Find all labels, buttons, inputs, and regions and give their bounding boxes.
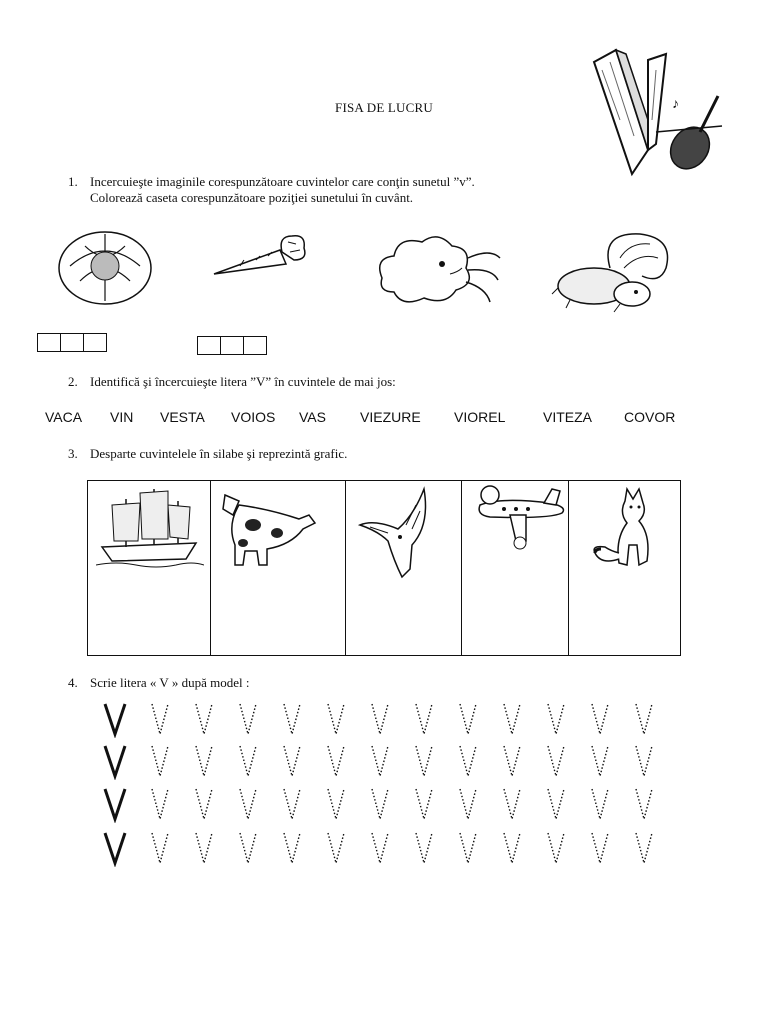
dotted-letter-v[interactable] bbox=[586, 742, 630, 780]
exercise-1: 1. Incercuieşte imaginile corespunzătoare cuvintelor care conţin sunetul ”v”. Colorează caseta corespunzătoare poziţiei sunetului în cuvânt. bbox=[68, 174, 475, 205]
dotted-letter-v[interactable] bbox=[278, 742, 322, 780]
dotted-letter-v[interactable] bbox=[278, 829, 322, 867]
exercise-3: 3. Desparte cuvintelele în silabe şi reprezintă grafic. bbox=[68, 446, 348, 461]
dotted-letter-v[interactable] bbox=[454, 829, 498, 867]
ship-icon bbox=[96, 485, 204, 569]
dotted-letter-v[interactable] bbox=[366, 785, 410, 823]
exercise-1-line1: Incercuieşte imaginile corespunzătoare cuvintelor care conţin sunetul ”v”. bbox=[90, 174, 475, 189]
dotted-letter-v[interactable] bbox=[410, 829, 454, 867]
page-title: FISA DE LUCRU bbox=[335, 100, 433, 115]
dotted-letter-v[interactable] bbox=[630, 742, 674, 780]
position-boxes-2[interactable] bbox=[198, 336, 267, 355]
dotted-letter-v[interactable] bbox=[278, 785, 322, 823]
dotted-letter-v[interactable] bbox=[190, 829, 234, 867]
dotted-letter-v[interactable] bbox=[322, 785, 366, 823]
cabbage-icon bbox=[50, 226, 160, 308]
tracing-row bbox=[102, 829, 674, 867]
model-letter-v bbox=[102, 742, 146, 780]
syllable-grid bbox=[87, 480, 681, 656]
tracing-row bbox=[102, 742, 674, 780]
grid-cell-cow[interactable] bbox=[211, 481, 346, 655]
exercise-4-text: Scrie litera « V » după model : bbox=[90, 675, 250, 690]
word-viorel[interactable]: VIOREL bbox=[454, 409, 506, 425]
exercise-2: 2. Identifică şi încercuieşte litera ”V” în cuvintele de mai jos: bbox=[68, 374, 396, 389]
dotted-letter-v[interactable] bbox=[234, 785, 278, 823]
grid-cell-eagle[interactable] bbox=[346, 481, 462, 655]
dotted-letter-v[interactable] bbox=[146, 785, 190, 823]
model-letter-v bbox=[102, 829, 146, 867]
fox-icon bbox=[581, 485, 677, 571]
tracing-row bbox=[102, 785, 674, 823]
tracing-row bbox=[102, 700, 674, 738]
exercise-4: 4. Scrie litera « V » după model : bbox=[68, 675, 250, 690]
dotted-letter-v[interactable] bbox=[410, 742, 454, 780]
word-viteza[interactable]: VITEZA bbox=[543, 409, 593, 425]
dotted-letter-v[interactable] bbox=[322, 700, 366, 738]
dotted-letter-v[interactable] bbox=[630, 829, 674, 867]
exercise-1-line2: Colorează caseta corespunzătoare poziţiei sunetului în cuvânt. bbox=[90, 190, 414, 205]
word-vin[interactable]: VIN bbox=[110, 409, 134, 425]
dotted-letter-v[interactable] bbox=[234, 700, 278, 738]
word-vesta[interactable]: VESTA bbox=[160, 409, 205, 425]
model-letter-v bbox=[102, 700, 146, 738]
dotted-letter-v[interactable] bbox=[454, 785, 498, 823]
word-covor[interactable]: COVOR bbox=[624, 409, 676, 425]
dotted-letter-v[interactable] bbox=[410, 700, 454, 738]
carrot-icon bbox=[210, 230, 310, 280]
squirrel-icon bbox=[550, 228, 680, 314]
dotted-letter-v[interactable] bbox=[498, 742, 542, 780]
dotted-letter-v[interactable] bbox=[586, 700, 630, 738]
dotted-letter-v[interactable] bbox=[410, 785, 454, 823]
dotted-letter-v[interactable] bbox=[630, 785, 674, 823]
dotted-letter-v[interactable] bbox=[322, 742, 366, 780]
word-viezure[interactable]: VIEZURE bbox=[360, 409, 421, 425]
word-vaca[interactable]: VACA bbox=[45, 409, 83, 425]
dotted-letter-v[interactable] bbox=[366, 742, 410, 780]
dotted-letter-v[interactable] bbox=[542, 785, 586, 823]
grid-cell-fox[interactable] bbox=[569, 481, 680, 655]
grid-cell-airplane[interactable] bbox=[462, 481, 569, 655]
airplane-icon bbox=[470, 485, 570, 551]
dotted-letter-v[interactable] bbox=[146, 700, 190, 738]
wind-icon bbox=[372, 228, 504, 310]
dotted-letter-v[interactable] bbox=[542, 742, 586, 780]
dotted-letter-v[interactable] bbox=[586, 785, 630, 823]
dotted-letter-v[interactable] bbox=[542, 829, 586, 867]
dotted-letter-v[interactable] bbox=[366, 700, 410, 738]
dotted-letter-v[interactable] bbox=[146, 742, 190, 780]
dotted-letter-v[interactable] bbox=[498, 700, 542, 738]
dotted-letter-v[interactable] bbox=[190, 785, 234, 823]
dotted-letter-v[interactable] bbox=[234, 742, 278, 780]
dotted-letter-v[interactable] bbox=[586, 829, 630, 867]
dotted-letter-v[interactable] bbox=[454, 742, 498, 780]
word-voios[interactable]: VOIOS bbox=[231, 409, 276, 425]
dotted-letter-v[interactable] bbox=[234, 829, 278, 867]
svg-text:♪: ♪ bbox=[672, 97, 679, 112]
dotted-letter-v[interactable] bbox=[630, 700, 674, 738]
dotted-letter-v[interactable] bbox=[190, 700, 234, 738]
dotted-letter-v[interactable] bbox=[366, 829, 410, 867]
dotted-letter-v[interactable] bbox=[278, 700, 322, 738]
grid-cell-ship[interactable] bbox=[88, 481, 211, 655]
position-boxes-1[interactable] bbox=[38, 333, 107, 352]
model-letter-v bbox=[102, 785, 146, 823]
cow-icon bbox=[219, 485, 319, 569]
dotted-letter-v[interactable] bbox=[498, 785, 542, 823]
eagle-icon bbox=[354, 485, 450, 581]
dotted-letter-v[interactable] bbox=[542, 700, 586, 738]
word-vas[interactable]: VAS bbox=[299, 409, 326, 425]
dotted-letter-v[interactable] bbox=[190, 742, 234, 780]
dotted-letter-v[interactable] bbox=[498, 829, 542, 867]
dotted-letter-v[interactable] bbox=[322, 829, 366, 867]
dotted-letter-v[interactable] bbox=[454, 700, 498, 738]
exercise-2-text: Identifică şi încercuieşte litera ”V” în cuvintele de mai jos: bbox=[90, 374, 396, 389]
exercise-3-text: Desparte cuvintelele în silabe şi reprezintă grafic. bbox=[90, 446, 348, 461]
dotted-letter-v[interactable] bbox=[146, 829, 190, 867]
